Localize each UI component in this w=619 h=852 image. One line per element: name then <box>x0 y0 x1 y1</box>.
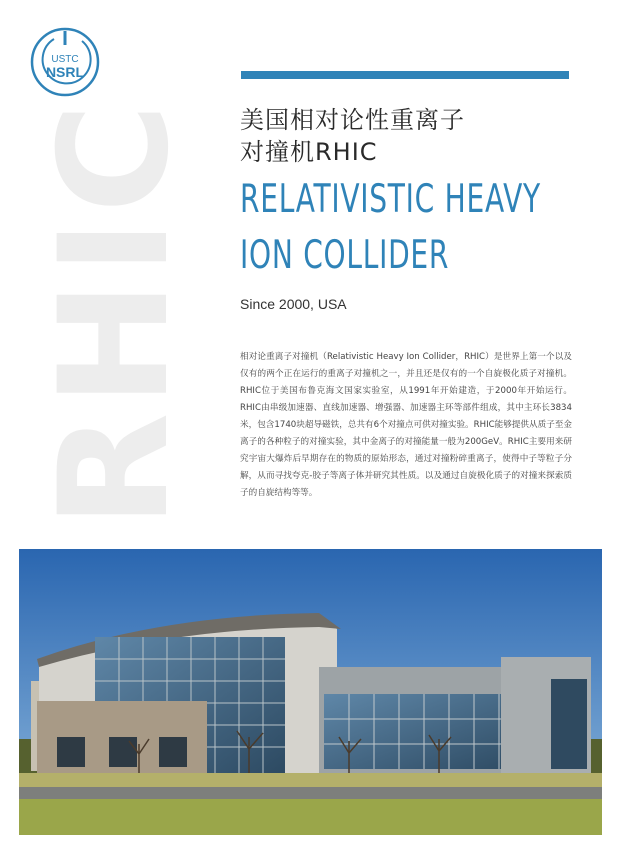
title-chinese <box>240 104 570 168</box>
title-en-line1: RELATIVISTIC HEAVY <box>240 177 541 222</box>
body-paragraph: 相对论重离子对撞机（Relativistic Heavy Ion Collider，RHIC）是世界上第一个以及仅有的两个正在运行的重离子对撞机之一，并且还是仅有的一个自旋极化质子对撞机。RHIC位于美国布鲁克海文国家实验室，从1991年开始建造，于2000年开始运行。RHIC由串级加速器、直线加速器、增强器、加速器主环等部件组成，其中主环长3834米，包含1740块超导磁铁，总共有6个对撞点可供对撞实验。RHIC能够提供从质子至金离子的各种粒子的对撞实验，其中金离子的对撞能量一般为200GeV。RHIC主要用来研究宇宙大爆炸后早期存在的物质的原始形态，通过对撞粉碎重离子，使得中子等粒子分解，从而寻找夸克-胶子等离子体并研究其性质。以及通过自旋极化质子的对撞来探索质子的自旋结构等等。 <box>240 352 572 498</box>
watermark-rhic: RHIC <box>28 97 202 528</box>
rhic-building-photo <box>19 549 602 835</box>
ustc-nsrl-logo <box>30 27 100 97</box>
title-english <box>240 172 541 284</box>
title-cn-line2: 对撞机RHIC <box>240 138 378 166</box>
title-en-line2: ION COLLIDER <box>240 233 450 278</box>
title-cn-line1: 美国相对论性重离子 <box>240 106 465 134</box>
logo-bottom-text: NSRL <box>45 64 85 80</box>
logo-top-text: USTC <box>51 54 79 65</box>
since-text: Since 2000, USA <box>240 296 347 312</box>
accent-bar <box>241 71 569 79</box>
